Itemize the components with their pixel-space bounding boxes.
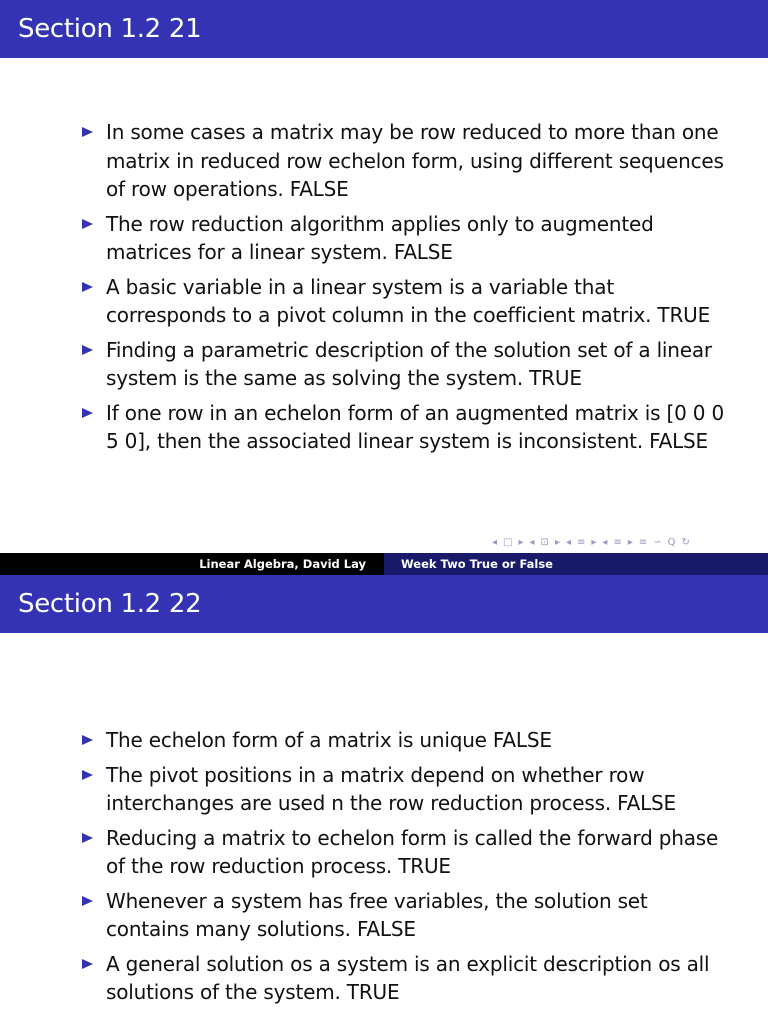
bullet-triangle-icon	[82, 282, 93, 292]
search-icon[interactable]: Q	[667, 536, 676, 548]
frame-prev-icon[interactable]: ◂	[492, 536, 498, 548]
slide-title: Section 1.2 21	[0, 0, 768, 58]
list-item	[0, 399, 768, 456]
bullet-triangle-icon	[82, 735, 93, 745]
subsection-next-icon[interactable]: ▸	[554, 536, 560, 548]
part-prev-icon[interactable]: ◂	[602, 536, 608, 548]
list-item	[0, 210, 768, 267]
bullet-triangle-icon	[82, 833, 93, 843]
footer-author: Linear Algebra, David Lay	[0, 553, 384, 575]
bullet-list	[0, 118, 768, 462]
bullet-triangle-icon	[82, 896, 93, 906]
slide-title: Section 1.2 22	[0, 575, 768, 633]
item-text: The pivot positions in a matrix depend on whether row interchanges are used n the row reduction process. FALSE	[106, 762, 676, 815]
item-text: Reducing a matrix to echelon form is called the forward phase of the row reduction process. TRUE	[106, 825, 719, 878]
bullet-triangle-icon	[82, 345, 93, 355]
frame-next-icon[interactable]: ▸	[518, 536, 524, 548]
footer-topic: Week Two True or False	[384, 553, 768, 575]
list-item	[0, 824, 768, 881]
bullet-triangle-icon	[82, 219, 93, 229]
bullet-list	[0, 726, 768, 1013]
bullet-triangle-icon	[82, 959, 93, 969]
item-text: If one row in an echelon form of an augmented matrix is [0 0 0 5 0], then the associated linear system is inconsistent. FALSE	[106, 400, 724, 453]
item-text: The row reduction algorithm applies only to augmented matrices for a linear system. FALSE	[106, 211, 654, 264]
section-prev-icon[interactable]: ◂	[565, 536, 571, 548]
item-text: A general solution os a system is an explicit description os all solutions of the system. TRUE	[106, 951, 710, 1004]
bullet-triangle-icon	[82, 408, 93, 418]
item-text: Whenever a system has free variables, the solution set contains many solutions. FALSE	[106, 888, 648, 941]
frame-icon[interactable]: □	[503, 536, 513, 548]
list-item	[0, 336, 768, 393]
list-item	[0, 726, 768, 755]
subsection-prev-icon[interactable]: ◂	[529, 536, 535, 548]
refresh-icon[interactable]: ↻	[681, 536, 690, 548]
section-icon[interactable]: ≡	[577, 536, 586, 548]
list-item	[0, 761, 768, 818]
item-text: Finding a parametric description of the solution set of a linear system is the same as solving the system. TRUE	[106, 337, 712, 390]
align-icon[interactable]: ≡	[638, 536, 648, 548]
part-icon[interactable]: ≡	[613, 536, 622, 548]
list-item	[0, 118, 768, 204]
item-text: The echelon form of a matrix is unique FALSE	[106, 728, 552, 752]
subsection-icon[interactable]: ⊡	[540, 536, 549, 548]
item-text: A basic variable in a linear system is a variable that corresponds to a pivot column in the coefficient matrix. TRUE	[106, 274, 711, 327]
section-next-icon[interactable]: ▸	[591, 536, 597, 548]
back-icon[interactable]: ∽	[653, 536, 662, 548]
list-item	[0, 273, 768, 330]
slide-footer	[0, 553, 768, 575]
item-text: In some cases a matrix may be row reduced to more than one matrix in reduced row echelon form, using different sequences of row operations. FALSE	[106, 120, 724, 201]
bullet-triangle-icon	[82, 127, 93, 137]
part-next-icon[interactable]: ▸	[627, 536, 633, 548]
list-item	[0, 950, 768, 1007]
slide-section-1-2-22	[0, 575, 768, 1024]
list-item	[0, 887, 768, 944]
beamer-navigation	[492, 534, 762, 550]
bullet-triangle-icon	[82, 770, 93, 780]
